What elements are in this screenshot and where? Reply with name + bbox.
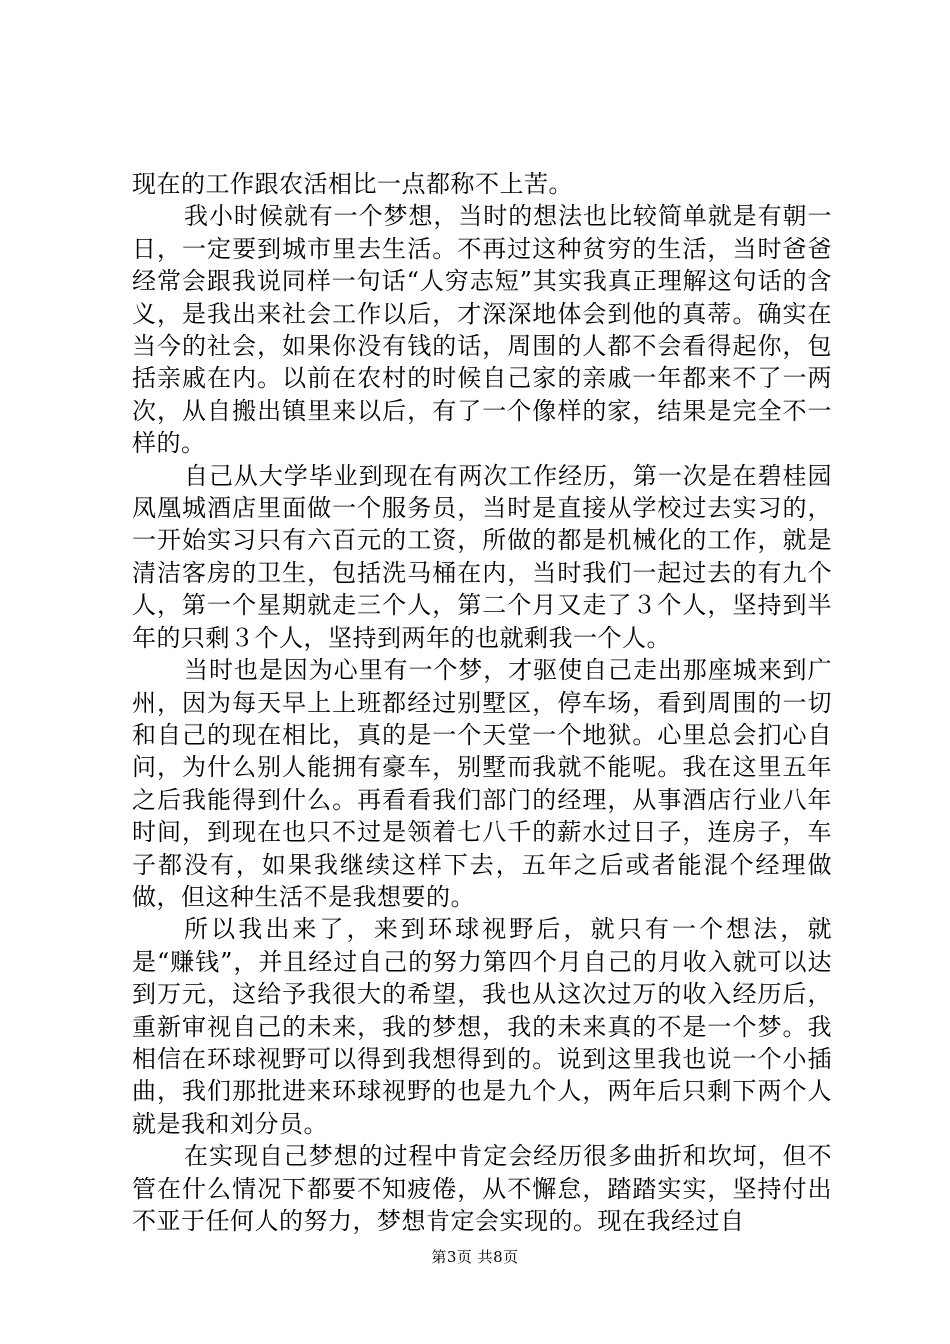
paragraph-work-experience: 自己从大学毕业到现在有两次工作经历，第一次是在碧桂园凤凰城酒店里面做一个服务员，当时是直接从学校过去实习的，一开始实习只有六百元的工资，所做的都是机械化的工作，就是清洁客房的卫生，包括洗马桶在内，当时我们一起过去的有九个人，第一个星期就走三个人，第二个月又走了３个人，坚持到半年的只剩３个人，坚持到两年的也就剩我一个人。 [132, 461, 832, 652]
paragraph-global-vision: 所以我出来了，来到环球视野后，就只有一个想法，就是“赚钱”，并且经过自己的努力第四个月自己的月收入就可以达到万元，这给予我很大的希望，我也从这次过万的收入经历后，重新审视自己的未来，我的梦想，我的未来真的不是一个梦。我相信在环球视野可以得到我想得到的。说到这里我也说一个小插曲，我们那批进来环球视野的也是九个人，两年后只剩下两个人就是我和刘分员。 [132, 915, 832, 1138]
paragraph-guangzhou: 当时也是因为心里有一个梦，才驱使自己走出那座城来到广州，因为每天早上上班都经过别墅区，停车场，看到周围的一切和自己的现在相比，真的是一个天堂一个地狱。心里总会扪心自问，为什么别人能拥有豪车，别墅而我就不能呢。我在这里五年之后我能得到什么。再看看我们部门的经理，从事酒店行业八年时间，到现在也只不过是领着七八千的薪水过日子，连房子，车子都没有，如果我继续这样下去，五年之后或者能混个经理做做，但这种生活不是我想要的。 [132, 656, 832, 911]
page-number-footer: 第3页 共8页 [431, 1248, 519, 1266]
paragraph-dream: 我小时候就有一个梦想，当时的想法也比较简单就是有朝一日，一定要到城市里去生活。不再过这种贫穷的生活，当时爸爸经常会跟我说同样一句话“人穷志短”其实我真正理解这句话的含义，是我出来社会工作以后，才深深地体会到他的真蒂。确实在当今的社会，如果你没有钱的话，周围的人都不会看得起你，包括亲戚在内。以前在农村的时候自己家的亲戚一年都来不了一两次，从自搬出镇里来以后，有了一个像样的家，结果是完全不一样的。 [132, 202, 832, 458]
paragraph-continued: 现在的工作跟农活相比一点都称不上苦。 [132, 170, 573, 198]
paragraph-perseverance: 在实现自己梦想的过程中肯定会经历很多曲折和坎坷，但不管在什么情况下都要不知疲倦，从不懈怠，踏踏实实，坚持付出不亚于任何人的努力，梦想肯定会实现的。现在我经过自 [132, 1142, 832, 1235]
document-body [132, 168, 832, 1237]
